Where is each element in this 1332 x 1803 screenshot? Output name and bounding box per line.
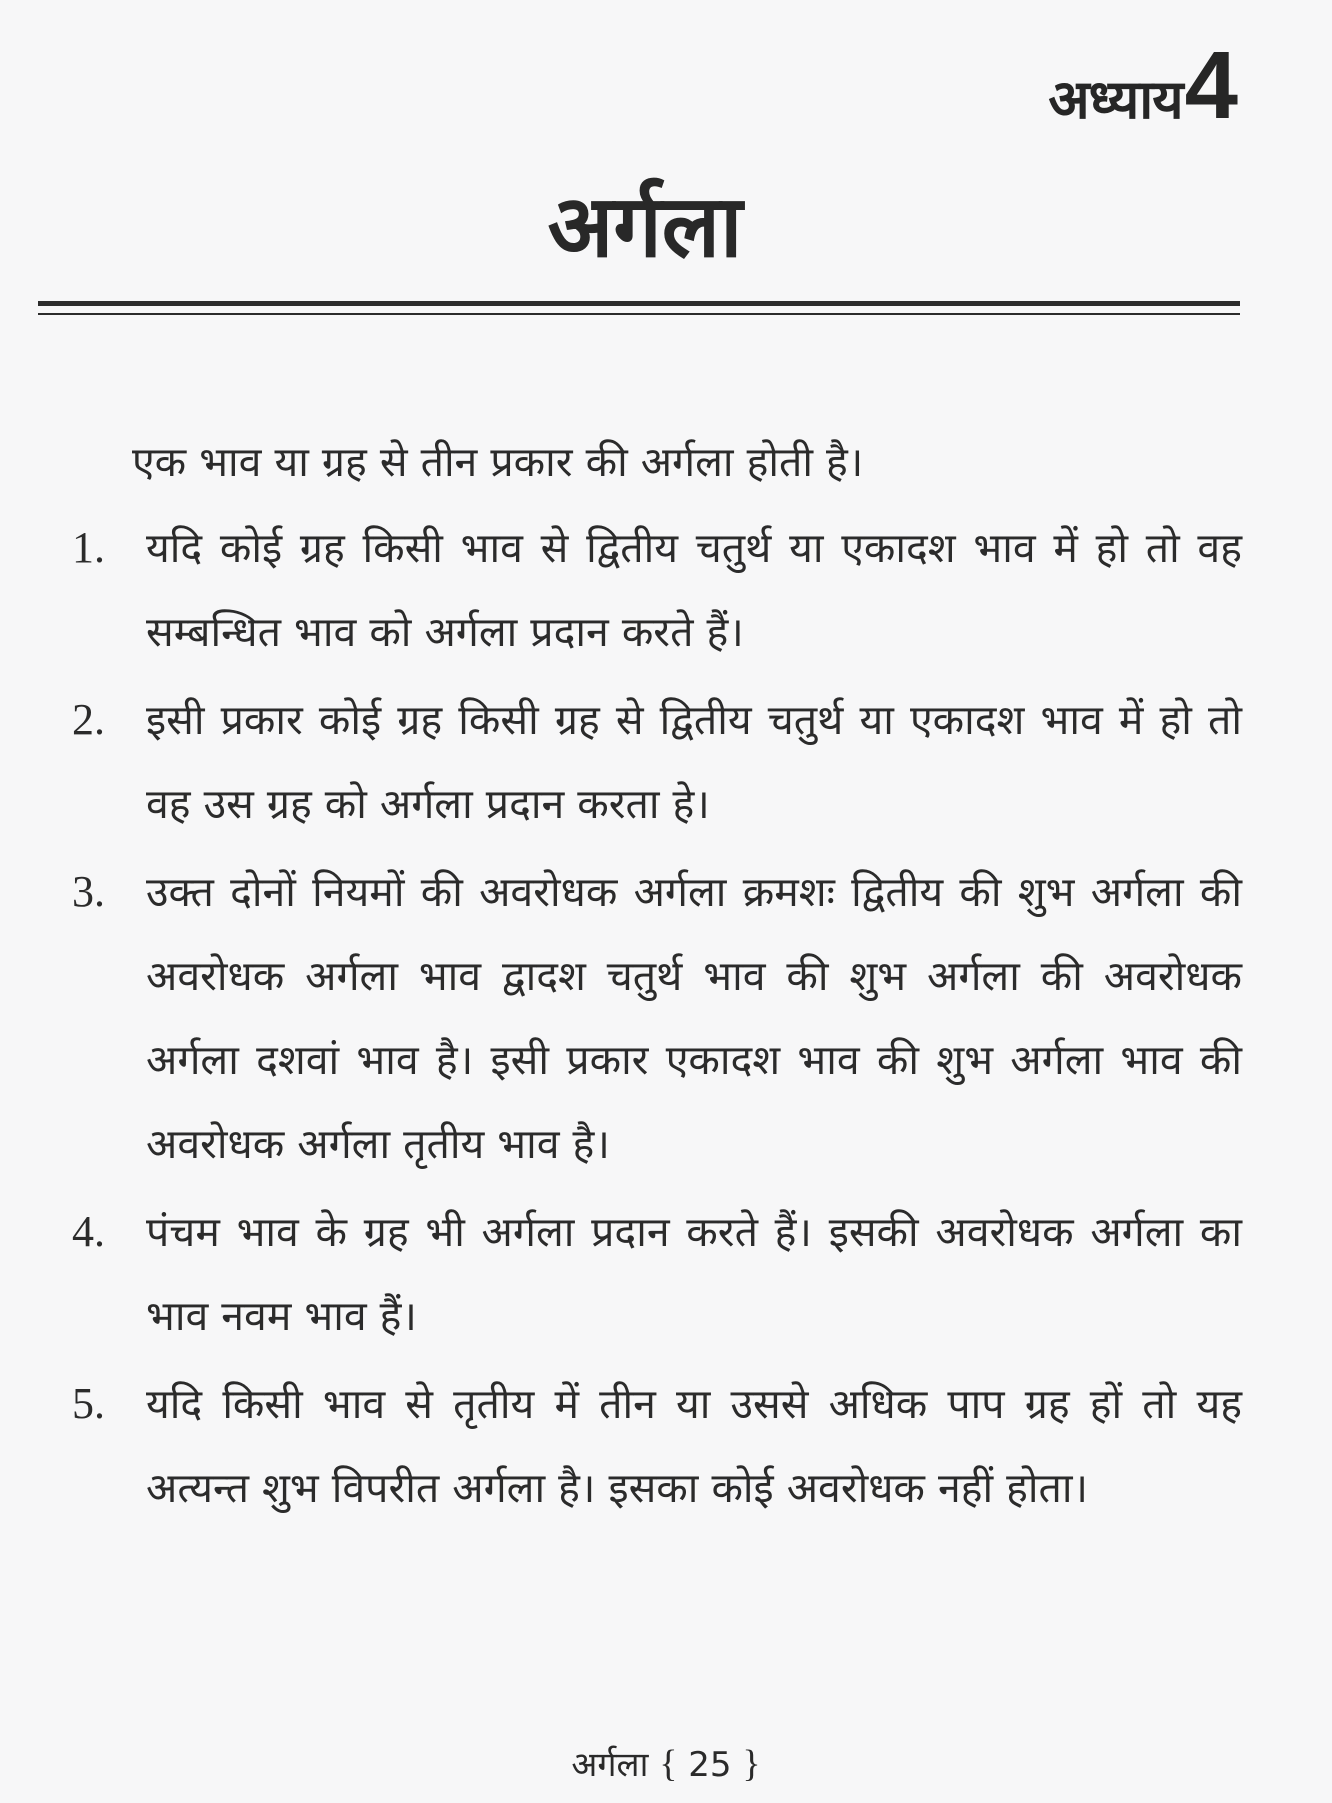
list-item-number: 3. xyxy=(72,867,105,916)
page-title: अर्गला xyxy=(547,177,743,277)
list-item xyxy=(72,1362,1242,1530)
page-number: 25 xyxy=(688,1745,732,1785)
body-content xyxy=(72,420,1242,1534)
page-footer xyxy=(0,1740,1332,1786)
list-item xyxy=(72,678,1242,846)
brace-open: { xyxy=(659,1743,678,1785)
list-item-text: इसी प्रकार कोई ग्रह किसी ग्रह से द्वितीय चतुर्थ या एकादश भाव में हो तो वह उस ग्रह को अर्गला प्रदान करता हे। xyxy=(146,696,1242,828)
list-item-text: यदि कोई ग्रह किसी भाव से द्वितीय चतुर्थ या एकादश भाव में हो तो वह सम्बन्धित भाव को अर्गला प्रदान करते हैं। xyxy=(146,524,1242,656)
list-item-text: यदि किसी भाव से तृतीय में तीन या उससे अधिक पाप ग्रह हों तो यह अत्यन्त शुभ विपरीत अर्गला है। इसका कोई अवरोधक नहीं होता। xyxy=(146,1380,1242,1512)
list-item-text: उक्त दोनों नियमों की अवरोधक अर्गला क्रमशः द्वितीय की शुभ अर्गला की अवरोधक अर्गला भाव द्वादश चतुर्थ भाव की शुभ अर्गला की अवरोधक अर्गला दशवां भाव है। इसी प्रकार एकादश भाव की शुभ अर्गला भाव की अवरोधक अर्गला तृतीय भाव है। xyxy=(146,868,1242,1168)
intro-paragraph: एक भाव या ग्रह से तीन प्रकार की अर्गला होती है। xyxy=(132,438,864,486)
list-item-text: पंचम भाव के ग्रह भी अर्गला प्रदान करते हैं। इसकी अवरोधक अर्गला का भाव नवम भाव हैं। xyxy=(146,1208,1242,1340)
chapter-heading xyxy=(1048,32,1238,139)
rule-list xyxy=(72,506,1242,1530)
chapter-word: अध्याय xyxy=(1048,68,1183,131)
title-rule-thin xyxy=(38,313,1240,315)
list-item xyxy=(72,1190,1242,1358)
title-rule-thick xyxy=(38,301,1240,306)
list-item xyxy=(72,506,1242,674)
list-item-number: 2. xyxy=(72,695,105,744)
chapter-number: 4 xyxy=(1184,32,1238,139)
list-item-number: 4. xyxy=(72,1207,105,1256)
list-item xyxy=(72,850,1242,1186)
brace-close: } xyxy=(742,1743,761,1785)
list-item-number: 5. xyxy=(72,1379,105,1428)
running-title: अर्गला xyxy=(571,1745,649,1785)
list-item-number: 1. xyxy=(72,523,105,572)
